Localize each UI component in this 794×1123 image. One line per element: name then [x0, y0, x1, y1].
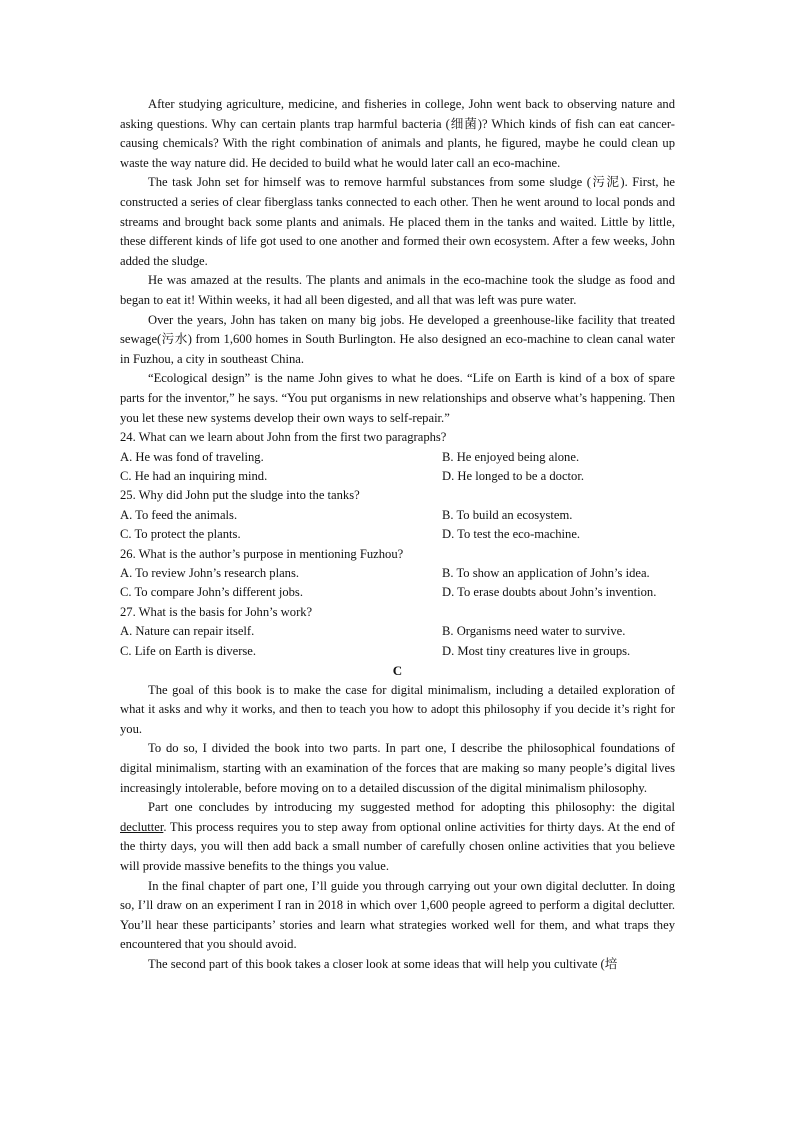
passage-paragraph: The task John set for himself was to remove harmful substances from some sludge (污泥). First, he constructed a series of clear fiberglass tanks connected to each other. Then he went around to local ponds and streams and brought back some plants and animals. He placed them in the tanks and waited. Little by little, these different kinds of life got used to one another and formed their own ecosystem. After a few weeks, John added the sludge. — [120, 175, 675, 268]
section-heading: C — [392, 662, 403, 678]
question-stem: 25. Why did John put the sludge into the tanks? — [120, 488, 360, 503]
passage-paragraph: To do so, I divided the book into two parts. In part one, I describe the philosophical foundations of digital minimalism, starting with an examination of the forces that are making so many people’s digital lives increasingly intolerable, before moving on to a detailed discussion of the digital minimalism philosophy. — [120, 741, 675, 795]
question-27 — [120, 603, 675, 661]
option-c: C. To compare John’s different jobs. — [120, 585, 303, 600]
option-a: A. Nature can repair itself. — [120, 624, 255, 639]
question-24 — [120, 428, 675, 486]
option-d: D. He longed to be a doctor. — [442, 468, 584, 483]
question-stem: 26. What is the author’s purpose in mentioning Fuzhou? — [120, 546, 404, 561]
option-a: A. To review John’s research plans. — [120, 565, 299, 580]
document-page — [120, 95, 675, 974]
option-d: D. To test the eco-machine. — [442, 527, 581, 542]
passage-paragraph: “Ecological design” is the name John gives to what he does. “Life on Earth is kind of a box of spare parts for the inventor,” he says. “You put organisms in new relationships and observe what’s happening. Then you let these new systems develop their own ways to self-repair.” — [120, 371, 675, 425]
question-stem: 27. What is the basis for John’s work? — [120, 604, 313, 619]
option-c: C. To protect the plants. — [120, 527, 241, 542]
option-b: B. He enjoyed being alone. — [442, 449, 580, 464]
option-a: A. To feed the animals. — [120, 507, 238, 522]
passage-paragraph: The goal of this book is to make the case for digital minimalism, including a detailed exploration of what it asks and why it works, and then to teach you how to adopt this philosophy if you decide it’s right for you. — [120, 682, 675, 736]
option-b: B. To build an ecosystem. — [442, 507, 573, 522]
option-d: D. To erase doubts about John’s invention. — [442, 585, 657, 600]
passage-paragraph: In the final chapter of part one, I’ll guide you through carrying out your own digital declutter. In doing so, I’ll draw on an experiment I ran in 2018 in which over 1,600 people agreed to perform a digital declutter. You’ll hear these participants’ stories and learn what strategies worked well for them, and what traps they encountered that you should avoid. — [120, 878, 675, 952]
passage-paragraph: Over the years, John has taken on many big jobs. He developed a greenhouse-like facility that treated sewage(污水) from 1,600 homes in South Burlington. He also designed an eco-machine to clean canal water in Fuzhou, a city in southeast China. — [120, 312, 675, 366]
option-d: D. Most tiny creatures live in groups. — [442, 643, 631, 658]
question-25 — [120, 486, 675, 544]
question-stem: 24. What can we learn about John from the first two paragraphs? — [120, 430, 447, 445]
passage-paragraph: He was amazed at the results. The plants and animals in the eco-machine took the sludge as food and began to eat it! Within weeks, it had all been digested, and all that was left was pure water. — [120, 273, 675, 307]
passage-paragraph — [120, 798, 675, 876]
passage-paragraph: The second part of this book takes a closer look at some ideas that will help you cultivate (培 — [148, 956, 618, 971]
question-26 — [120, 545, 675, 603]
question-options — [120, 622, 675, 661]
underlined-term: declutter — [120, 819, 164, 834]
question-options — [120, 564, 675, 603]
option-c: C. Life on Earth is diverse. — [120, 643, 257, 658]
paragraph-text: Part one concludes by introducing my suggested method for adopting this philosophy: the digital — [148, 800, 675, 815]
question-options — [120, 448, 675, 487]
option-b: B. Organisms need water to survive. — [442, 624, 626, 639]
paragraph-text: . This process requires you to step away from optional online activities for thirty days. At the end of the thirty days, you will then add back a small number of carefully chosen online activities that you believe will provide massive benefits to the things you value. — [120, 819, 675, 873]
option-a: A. He was fond of traveling. — [120, 449, 264, 464]
option-c: C. He had an inquiring mind. — [120, 468, 268, 483]
question-options — [120, 506, 675, 545]
option-b: B. To show an application of John’s idea. — [442, 565, 650, 580]
passage-paragraph: After studying agriculture, medicine, and fisheries in college, John went back to observing nature and asking questions. Why can certain plants trap harmful bacteria (细菌)? Which kinds of fish can eat cancer-causing chemicals? With the right combination of animals and plants, he figured, maybe he could clean up waste the way nature did. He decided to build what he would later call an eco-machine. — [120, 97, 675, 170]
